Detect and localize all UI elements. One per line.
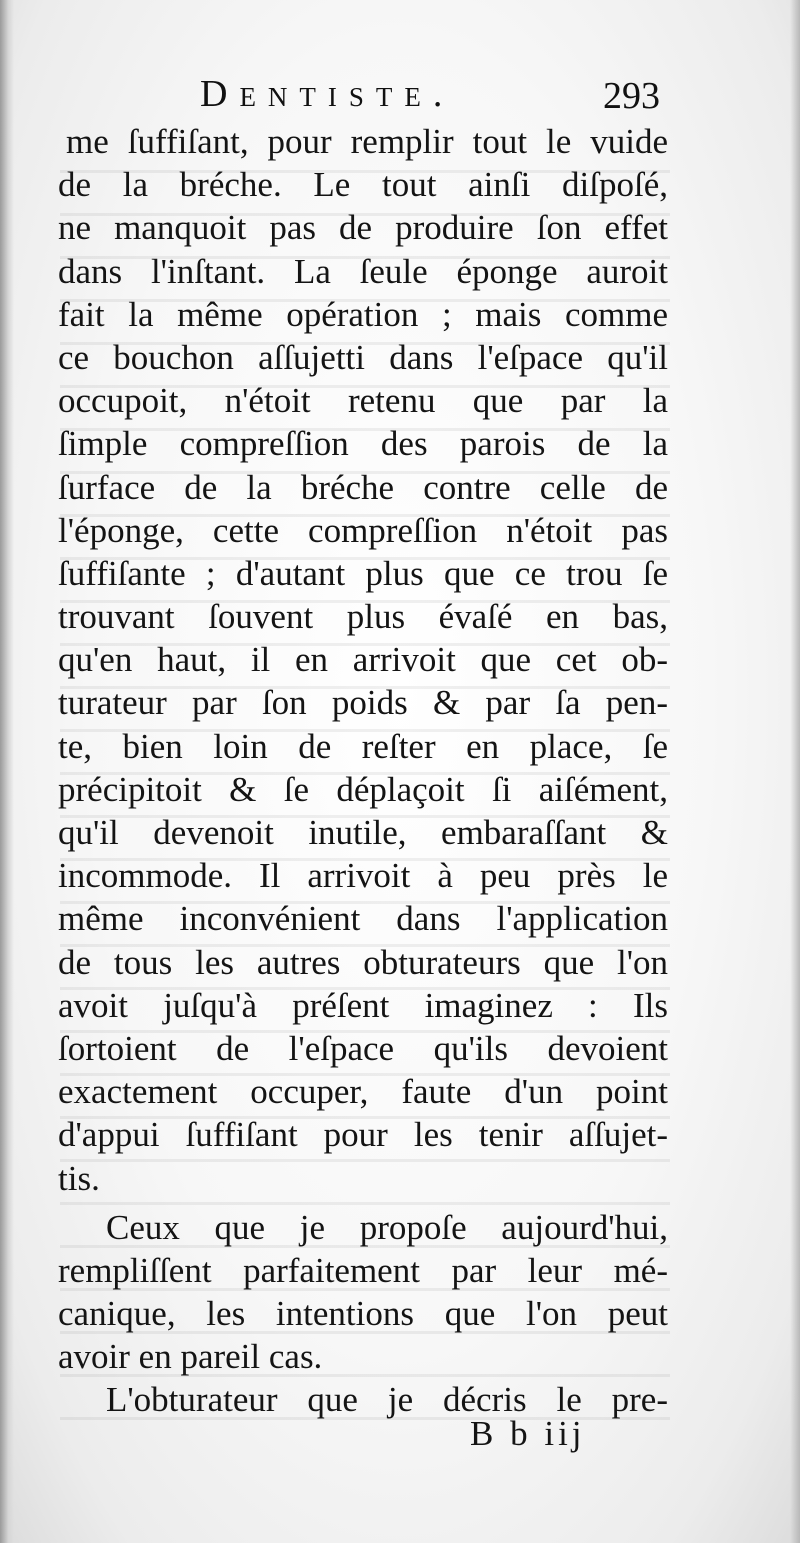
text-line: avoit juſqu'à préſent imaginez : Ils [58,985,668,1025]
text-line: ſortoient de l'eſpace qu'ils devoient [58,1028,668,1068]
text-line: précipitoit & ſe déplaçoit ſi aiſément, [58,769,668,809]
text-line: dans l'inſtant. La ſeule éponge auroit [58,251,668,291]
text-line: ſimple compreſſion des parois de la [58,424,668,464]
text-line: trouvant ſouvent plus évaſé en bas, [58,597,668,637]
text-line: ne manquoit pas de produire ſon effet [58,208,668,248]
text-line: L'obturateur que je décris le pre- [106,1380,668,1420]
text-line: me ſuffiſant, pour remplir tout le vuide [66,122,668,161]
text-line: te, bien loin de reſter en place, ſe [58,726,668,766]
text-line: occupoit, n'étoit retenu que par la [58,381,668,421]
text-line: incommode. Il arrivoit à peu près le [58,856,668,896]
text-line: fait la même opération ; mais comme [58,294,668,334]
text-line: ce bouchon aſſujetti dans l'eſpace qu'il [58,337,668,377]
text-line: qu'il devenoit inutile, embaraſſant & [58,813,668,852]
page-header [60,72,660,122]
text-line: ſurface de la bréche contre celle de [58,467,668,507]
body-text [58,120,668,1422]
text-line: de tous les autres obturateurs que l'on [58,942,668,982]
signature-mark: B b iij [470,1414,586,1453]
text-line: d'appui ſuffiſant pour les tenir aſſujet- [58,1115,668,1155]
text-line: rempliſſent parfaitement par leur mé- [58,1250,668,1290]
text-line: turateur par ſon poids & par ſa pen- [58,683,668,723]
running-title: Dentiste. [200,73,455,115]
text-line: Ceux que je propoſe aujourd'hui, [106,1207,668,1247]
text-line: de la bréche. Le tout ainſi diſpoſé, [58,165,668,205]
text-line: ſuffiſante ; d'autant plus que ce trou ſe [58,553,668,593]
text-line: même inconvénient dans l'application [58,899,668,939]
text-line: avoir en pareil cas. [58,1337,323,1377]
text-line: qu'en haut, il en arrivoit que cet ob- [58,640,668,680]
text-line: l'éponge, cette compreſſion n'étoit pas [58,510,668,550]
text-line: exactement occuper, faute d'un point [58,1072,668,1112]
text-line: canique, les intentions que l'on peut [58,1294,668,1334]
page-number: 293 [603,75,660,117]
text-line: tis. [58,1158,100,1198]
